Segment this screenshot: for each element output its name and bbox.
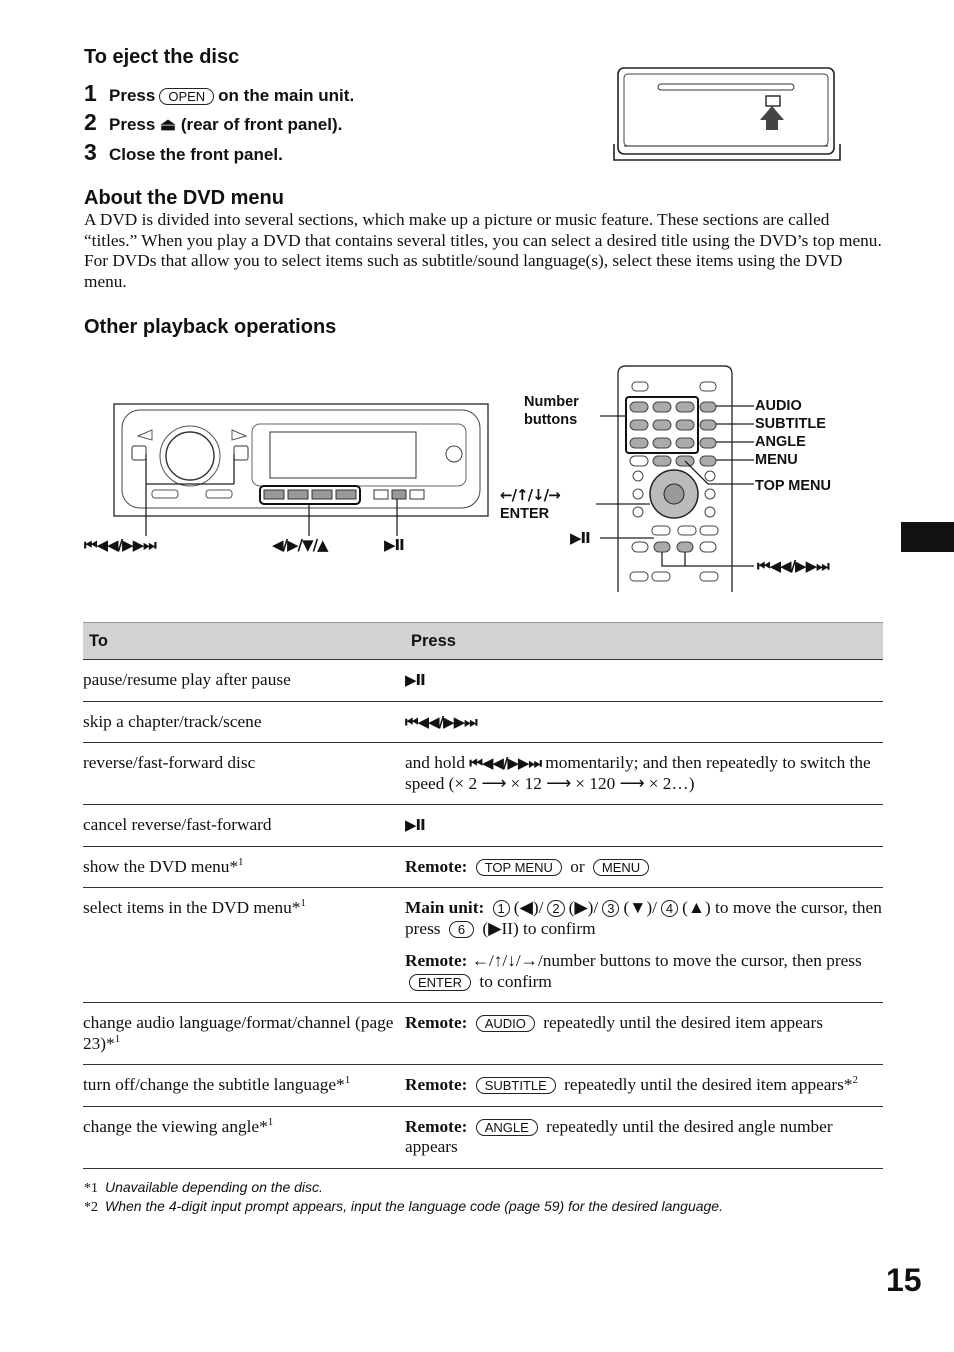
eject-step-3: 3 Close the front panel. xyxy=(84,139,283,165)
skip-icon: ⏮◀◀/▶▶⏭ xyxy=(405,712,477,731)
table-row: skip a chapter/track/scene ⏮◀◀/▶▶⏭ xyxy=(83,701,883,743)
eject-step-2: 2 Press ⏏ (rear of front panel). xyxy=(84,109,343,135)
main-unit-illustration xyxy=(112,402,492,542)
section-tab-marker xyxy=(901,522,954,552)
subtitle-button-label: SUBTITLE xyxy=(476,1077,556,1094)
table-row: pause/resume play after pause ▶II xyxy=(83,660,883,702)
footnote-1: *1 Unavailable depending on the disc. xyxy=(84,1179,323,1196)
audio-button-label: AUDIO xyxy=(476,1015,535,1032)
remote-play-label: ▶II xyxy=(570,529,590,547)
main-play-label: ▶II xyxy=(384,536,404,554)
enter-label: ENTER xyxy=(500,506,550,522)
table-row: turn off/change the subtitle language*$^1$ Remote: SUBTITLE repeatedly until the desired item appears*$^2$ xyxy=(83,1065,883,1107)
subtitle-label: SUBTITLE xyxy=(755,416,826,432)
menu-label: MENU xyxy=(755,452,798,468)
play-pause-icon: ▶II xyxy=(405,816,425,834)
dvd-menu-body: A DVD is divided into several sections, which make up a picture or music feature. These sections are called “titles.” When you play a DVD that contains several titles, you can select a desired title using the DVD’s top menu. For DVDs that allow you to select items such as subtitle/sound language(s), select these items using the DVD menu. xyxy=(84,210,882,291)
remote-illustration xyxy=(596,364,766,594)
top-menu-button-label: TOP MENU xyxy=(476,859,562,876)
number-buttons-label: Number buttons xyxy=(524,394,579,428)
enter-button-label: ENTER xyxy=(409,974,471,991)
eject-step-1: 1 Press OPEN on the main unit. xyxy=(84,80,355,106)
eject-title: To eject the disc xyxy=(84,46,240,68)
remote-skip-label: ⏮◀◀/▶▶⏭ xyxy=(757,557,829,575)
main-skip-label: ⏮◀◀/▶▶⏭ xyxy=(84,536,156,554)
open-button-label: OPEN xyxy=(159,88,214,105)
arrows-label: ←/↑/↓/→ xyxy=(500,486,560,504)
table-row: change audio language/format/channel (page 23)*$^1$ Remote: AUDIO repeatedly until the desired item appears xyxy=(83,1003,883,1065)
menu-button-label: MENU xyxy=(593,859,649,876)
top-menu-label: TOP MENU xyxy=(755,478,832,494)
table-row: select items in the DVD menu*$^1$ Main unit: 1 (◀)/ 2 (▶)/ 3 (▼)/ 4 (▲) to move the cursor, then press 6 (▶II) to confirm Remote: ←/↑/↓/→/number buttons to move the cursor, then press ENTER to confirm xyxy=(83,888,883,1003)
header-to: To xyxy=(83,623,405,660)
angle-button-label: ANGLE xyxy=(476,1119,538,1136)
play-pause-icon: ▶II xyxy=(405,671,425,689)
table-row: reverse/fast-forward disc and hold ⏮◀◀/▶▶⏭ momentarily; and then repeatedly to switch the speed (× 2 ⟶ × 12 ⟶ × 120 ⟶ × 2…) xyxy=(83,743,883,805)
table-row: cancel reverse/fast-forward ▶II xyxy=(83,805,883,847)
header-press: Press xyxy=(405,623,883,660)
dvd-menu-title: About the DVD menu xyxy=(84,187,284,209)
playback-title: Other playback operations xyxy=(84,316,337,338)
table-row: change the viewing angle*$^1$ Remote: ANGLE repeatedly until the desired angle number appears xyxy=(83,1106,883,1168)
page-number: 15 xyxy=(886,1262,922,1298)
angle-label: ANGLE xyxy=(755,434,806,450)
main-arrows-label: ◀/▶/▼/▲ xyxy=(272,536,328,554)
table-row: show the DVD menu*$^1$ Remote: TOP MENU or MENU xyxy=(83,846,883,888)
footnote-2: *2 When the 4-digit input prompt appears, input the language code (page 59) for the desired language. xyxy=(84,1198,723,1215)
front-panel-illustration xyxy=(612,64,844,164)
audio-label: AUDIO xyxy=(755,398,802,414)
skip-icon: ⏮◀◀/▶▶⏭ xyxy=(469,754,541,772)
playback-operations-table xyxy=(83,622,883,1169)
